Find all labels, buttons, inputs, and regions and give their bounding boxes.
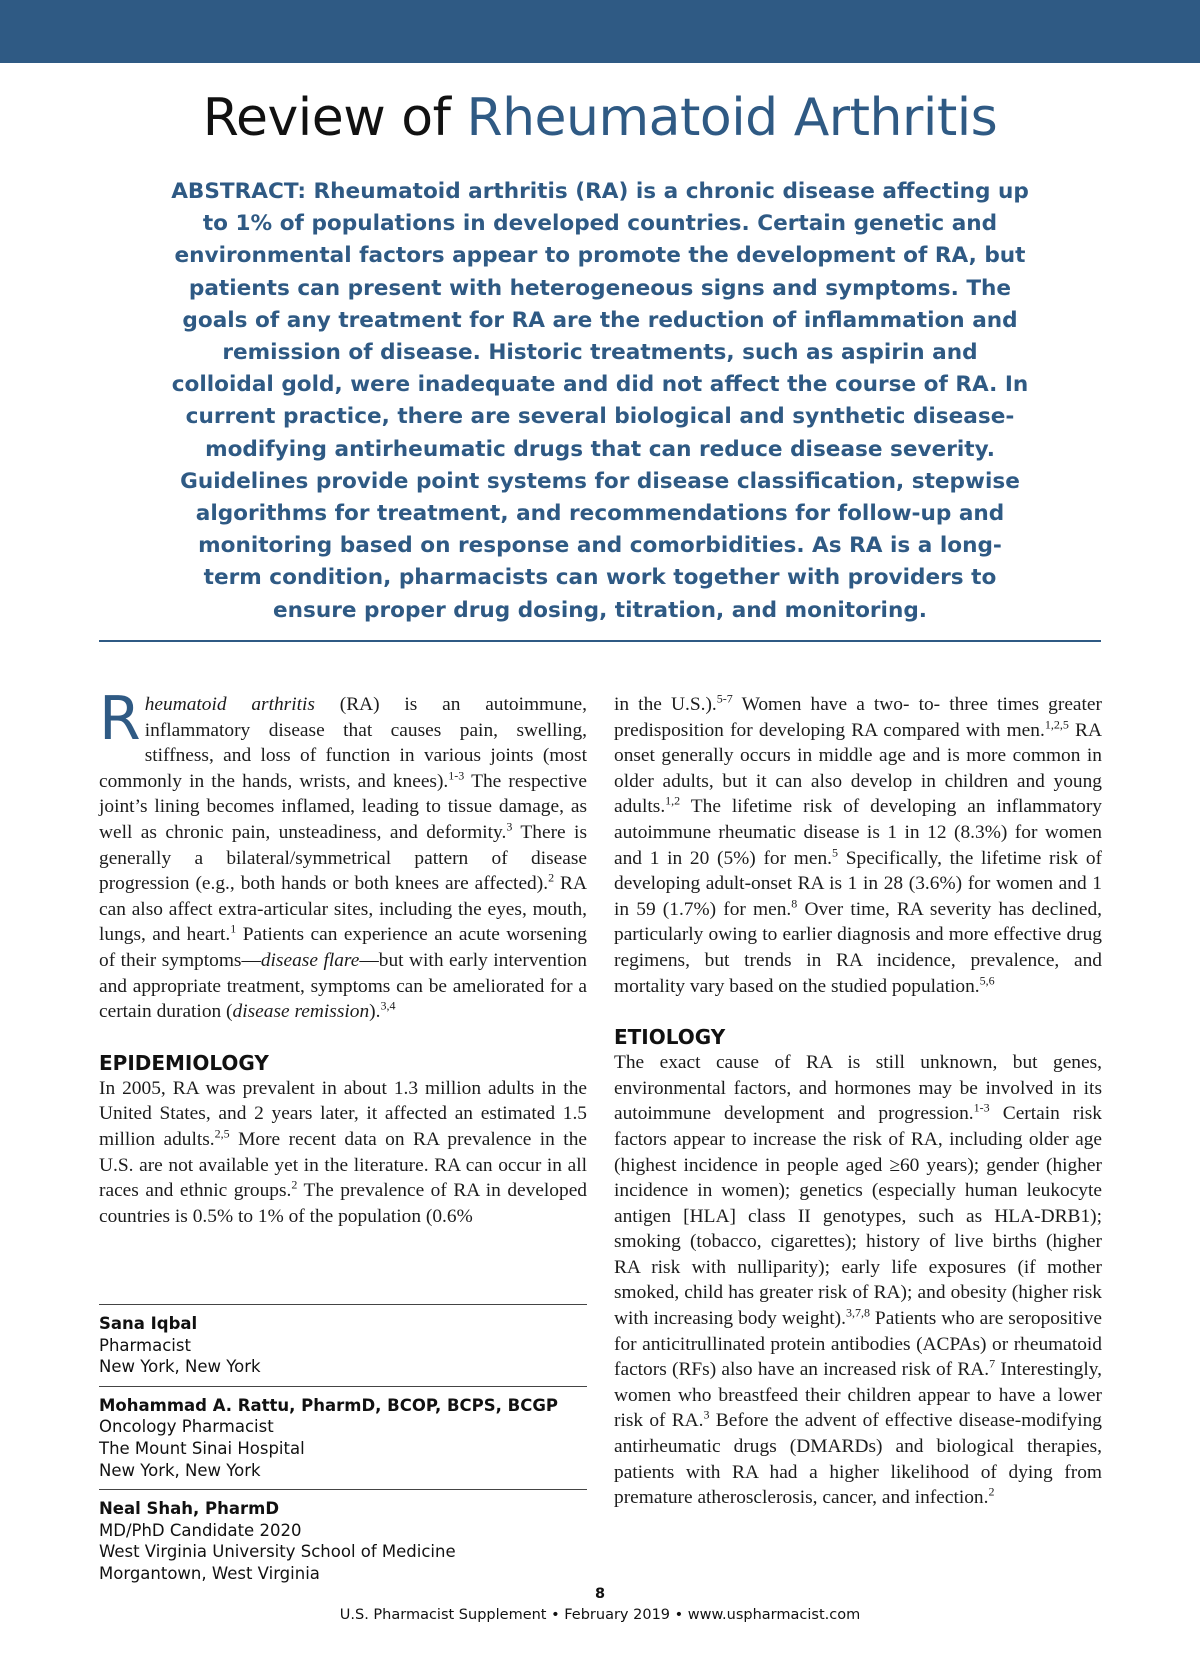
drop-cap: R — [99, 684, 141, 754]
epi-text: The prevalence of RA in developed countries is 0.5% to 1% of the population (0.6% — [99, 1180, 587, 1227]
body-text: Before the advent of effective disease-modifying antirheumatic drugs (DMARDs) and biological therapies, patients with RA had a higher likelihood of dying from premature atherosclerosis, cancer, and infection. — [614, 1410, 1102, 1509]
top-banner — [0, 0, 1200, 63]
citation: 2 — [291, 1177, 298, 1192]
citation: 7 — [989, 1356, 996, 1371]
epi-text: More recent data on RA prevalence in the U.S. are not available yet in the literature. RA can occur in all races and ethnic groups. — [99, 1128, 587, 1202]
author-detail: West Virginia University School of Medicine — [99, 1542, 456, 1562]
epi-text: In 2005, RA was prevalent in about 1.3 million adults in the United States, and 2 years later, it affected an estimated 1.5 million adults. — [99, 1077, 587, 1150]
left-column — [99, 684, 587, 1229]
epidemiology-heading: EPIDEMIOLOGY — [99, 1050, 269, 1075]
author-entry — [99, 1386, 587, 1489]
body-text: Interestingly, women who breastfeed their children appear to have a lower risk of RA. — [614, 1359, 1102, 1432]
title-part-2: Rheumatoid Arthritis — [466, 88, 998, 148]
citation: 5-7 — [716, 691, 733, 706]
etiology-heading: ETIOLOGY — [614, 1025, 726, 1050]
citation: 1 — [230, 921, 237, 936]
intro-text: Patients can experience an acute worsening of their symptoms— — [99, 924, 587, 971]
footer-text: U.S. Pharmacist Supplement • February 2019 • www.uspharmacist.com — [339, 1607, 861, 1623]
body-text: Over time, RA severity has declined, particularly owing to earlier diagnosis and more effective drug regimens, but trends in RA incidence, prevalence, and mortality vary based on the studied population. — [614, 898, 1102, 997]
page-number: 8 — [594, 1586, 606, 1602]
intro-paragraph — [99, 684, 587, 1025]
citation: 3,4 — [380, 998, 396, 1013]
citation: 2,5 — [214, 1126, 230, 1141]
epidemiology-paragraph — [99, 1076, 587, 1230]
author-name: Mohammad A. Rattu, PharmD, BCOP, BCPS, BCGP — [99, 1395, 558, 1415]
body-text: Women have a two- to- three times greater predisposition for developing RA compared with men. — [614, 694, 1102, 741]
etiology-paragraph — [614, 1050, 1102, 1511]
citation: 3 — [703, 1407, 710, 1422]
body-text: RA onset generally occurs in middle age and is more common in older adults, but it can also develop in children and young adults. — [614, 719, 1102, 818]
title-part-1: Review of — [202, 88, 451, 148]
citation: 2 — [548, 870, 555, 885]
author-name: Neal Shah, PharmD — [99, 1499, 280, 1519]
intro-text: There is generally a bilateral/symmetrical pattern of disease progression (e.g., both hands or both knees are affected). — [99, 821, 587, 895]
intro-text: RA can also affect extra-articular sites, including the eyes, mouth, lungs, and heart. — [99, 873, 587, 946]
page-footer — [0, 1584, 1200, 1626]
intro-text: The respective joint’s lining becomes inflamed, leading to tissue damage, as well as chronic pain, unsteadiness, and deformity. — [99, 770, 587, 843]
citation: 5,6 — [979, 973, 995, 988]
author-detail: Oncology Pharmacist — [99, 1417, 274, 1437]
body-text: The exact cause of RA is still unknown, but genes, environmental factors, and hormones may be involved in its autoimmune development and progression. — [614, 1052, 1102, 1125]
citation: 8 — [791, 896, 798, 911]
intro-text: —but with early intervention and appropriate treatment, symptoms can be ameliorated for a certain duration ( — [99, 949, 587, 1023]
citation: 1-3 — [448, 768, 465, 783]
intro-italic: disease remission — [232, 1001, 370, 1023]
intro-text: ). — [369, 1001, 381, 1023]
body-text: Certain risk factors appear to increase the risk of RA, including older age (highest incidence in people aged ≥60 years); gender (higher incidence in women); genetics (especially human leukocyte antigen [HLA] class II genotypes, such as HLA-DRB1); smoking (tobacco, cigarettes); history of live births (higher RA risk with nulliparity); early life exposures (if mother smoked, child has greater risk of RA); and obesity (higher risk with increasing body weight). — [614, 1103, 1103, 1330]
citation: 1,2,5 — [1044, 717, 1069, 732]
citation: 3,7,8 — [845, 1305, 870, 1320]
author-detail: Pharmacist — [99, 1335, 191, 1355]
abstract-divider — [99, 640, 1101, 642]
intro-term: heumatoid arthritis — [144, 694, 315, 715]
author-detail: MD/PhD Candidate 2020 — [99, 1520, 302, 1540]
author-entry — [99, 1304, 587, 1386]
author-detail: The Mount Sinai Hospital — [99, 1438, 305, 1458]
article-title — [0, 86, 1200, 150]
right-column — [614, 692, 1102, 1511]
author-detail: New York, New York — [99, 1357, 261, 1377]
citation: 2 — [988, 1484, 995, 1499]
body-text: The lifetime risk of developing an inflammatory autoimmune rheumatic disease is 1 in 12 (8.3%) for women and 1 in 20 (5%) for men. — [614, 796, 1102, 869]
author-detail: New York, New York — [99, 1460, 261, 1480]
body-text: Specifically, the lifetime risk of developing adult-onset RA is 1 in 28 (3.6%) for women and 1 in 59 (1.7%) for men. — [614, 847, 1102, 920]
body-text: in the U.S.). — [614, 694, 717, 715]
intro-italic: disease flare — [260, 949, 360, 971]
citation: 3 — [506, 819, 513, 834]
intro-text: (RA) is an autoimmune, inflammatory disease that causes pain, swelling, stiffness, and loss of function in various joints (most commonly in the hands, wrists, and knees). — [99, 694, 587, 792]
citation: 1,2 — [665, 793, 681, 808]
author-entry — [99, 1489, 587, 1592]
abstract: ABSTRACT: Rheumatoid arthritis (RA) is a chronic disease affecting up to 1% of populations in developed countries. Certain genetic and environmental factors appear to promote the development of RA, but patients can present with heterogeneous signs and symptoms. The goals of any treatment for RA are the reduction of inflammation and remission of disease. Historic treatments, such as aspirin and colloidal gold, were inadequate and did not affect the course of RA. In current practice, there are several biological and synthetic disease-modifying antirheumatic drugs that can reduce disease severity. Guidelines provide point systems for disease classification, stepwise algorithms for treatment, and recommendations for follow-up and monitoring based on response and comorbidities. As RA is a long-term condition, pharmacists can work together with providers to ensure proper drug dosing, titration, and monitoring. — [171, 179, 1029, 623]
author-name: Sana Iqbal — [99, 1314, 198, 1333]
body-text: Patients who are seropositive for anticitrullinated protein antibodies (ACPAs) or rheumatoid factors (RFs) also have an increased risk of RA. — [614, 1308, 1103, 1381]
author-detail: Morgantown, West Virginia — [99, 1563, 320, 1583]
citation: 5 — [832, 845, 839, 860]
author-block — [99, 1304, 587, 1593]
prevalence-paragraph — [614, 692, 1102, 999]
citation: 1-3 — [973, 1100, 990, 1115]
